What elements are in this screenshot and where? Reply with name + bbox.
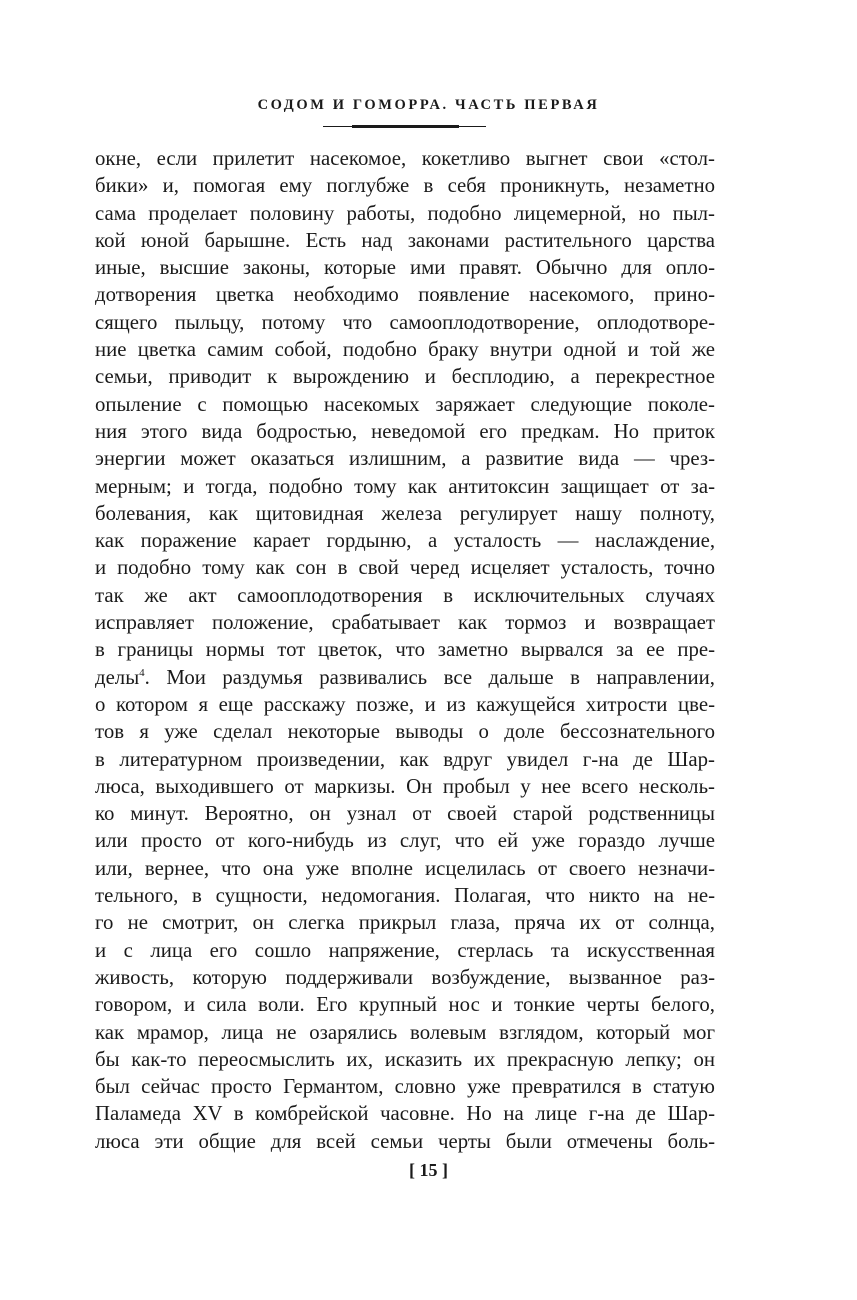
text-line: о котором я еще расскажу позже, и из кажущейся хитрости цве-	[95, 692, 715, 716]
text-line: или, вернее, что она уже вполне исцелилась от своего незначи-	[95, 856, 716, 880]
text-line: люса эти общие для всей семьи черты были отмечены боль-	[95, 1129, 715, 1153]
text-line: люса, выходившего от маркизы. Он пробыл у нее всего несколь-	[95, 774, 715, 798]
header-rule-thick	[352, 125, 459, 128]
text-line: кой юной барышне. Есть над законами растительного царства	[95, 228, 716, 252]
text-line: иные, высшие законы, которые ими правят. Обычно для опло-	[95, 256, 716, 280]
text-line: в литературном произведении, как вдруг увидел г-на де Шар-	[95, 747, 715, 771]
text-line: ко минут. Вероятно, он узнал от своей старой родственницы	[95, 802, 715, 826]
text-line: или просто от кого-нибудь из слуг, что ей уже гораздо лучше	[95, 829, 715, 853]
text-line: исправляет положение, срабатывает как тормоз и возвращает	[95, 611, 715, 635]
text-line: в границы нормы тот цветок, что заметно вырвался за ее пре-	[95, 638, 716, 662]
text-line: тельного, в сущности, недомогания. Полагая, что никто на не-	[95, 884, 716, 908]
text-line: мерным; и тогда, подобно тому как антитоксин защищает от за-	[95, 474, 716, 498]
text-line: ние цветка самим собой, подобно браку внутри одной и той же	[95, 338, 716, 362]
page-number: [ 15 ]	[409, 1160, 448, 1180]
text-line: тов я уже сделал некоторые выводы о доле бессознательного	[95, 720, 716, 744]
footnote-reference[interactable]: 4	[139, 666, 145, 679]
text-line: живость, которую поддерживали возбуждение, вызванное раз-	[95, 965, 715, 989]
running-header: СОДОМ И ГОМОРРА. ЧАСТЬ ПЕРВАЯ	[257, 97, 600, 113]
text-line: энергии может оказаться излишним, а развитие вида — чрез-	[95, 447, 716, 471]
text-line: как мрамор, лица не озарялись волевым взглядом, который мог	[95, 1020, 715, 1044]
text-line: сящего пыльцу, потому что самооплодотворение, оплодотворе-	[95, 310, 716, 334]
text-line: дотворения цветка необходимо появление насекомого, прино-	[95, 283, 716, 307]
text-fragment: делы	[95, 665, 140, 689]
text-line: сама проделает половину работы, подобно лицемерной, но пыл-	[95, 201, 715, 225]
text-line-with-footnote	[95, 664, 715, 691]
text-line: семьи, приводит к вырождению и бесплодию, а перекрестное	[95, 365, 715, 389]
text-line: как поражение карает гордыню, а усталость — наслаждение,	[95, 529, 716, 553]
text-line: опыление с помощью насекомых заряжает следующие поколе-	[95, 392, 715, 416]
text-line: говором, и сила воли. Его крупный нос и тонкие черты белого,	[95, 993, 715, 1017]
body-text	[95, 145, 715, 1155]
text-line: го не смотрит, он слегка прикрыл глаза, пряча их от солнца,	[95, 911, 715, 935]
text-line: бики» и, помогая ему поглубже в себя проникнуть, незаметно	[95, 174, 716, 198]
text-line: ния этого вида бодростью, неведомой его предкам. Но приток	[95, 419, 716, 443]
text-line: болевания, как щитовидная железа регулирует нашу полноту,	[95, 501, 716, 525]
text-line: и с лица его сошло напряжение, стерлась та искусственная	[95, 938, 715, 962]
text-line: и подобно тому как сон в свой черед исцеляет усталость, точно	[95, 556, 716, 580]
text-line: окне, если прилетит насекомое, кокетливо выгнет свои «стол-	[95, 147, 715, 170]
text-line: так же акт самооплодотворения в исключительных случаях	[95, 583, 715, 607]
text-fragment: . Мои раздумья развивались все дальше в направлении,	[144, 665, 716, 689]
text-line: Паламеда XV в комбрейской часовне. Но на лице г-на де Шар-	[95, 1102, 716, 1126]
text-line: был сейчас просто Германтом, словно уже превратился в статую	[95, 1075, 715, 1099]
text-line: бы как-то переосмыслить их, исказить их прекрасную лепку; он	[95, 1047, 715, 1071]
